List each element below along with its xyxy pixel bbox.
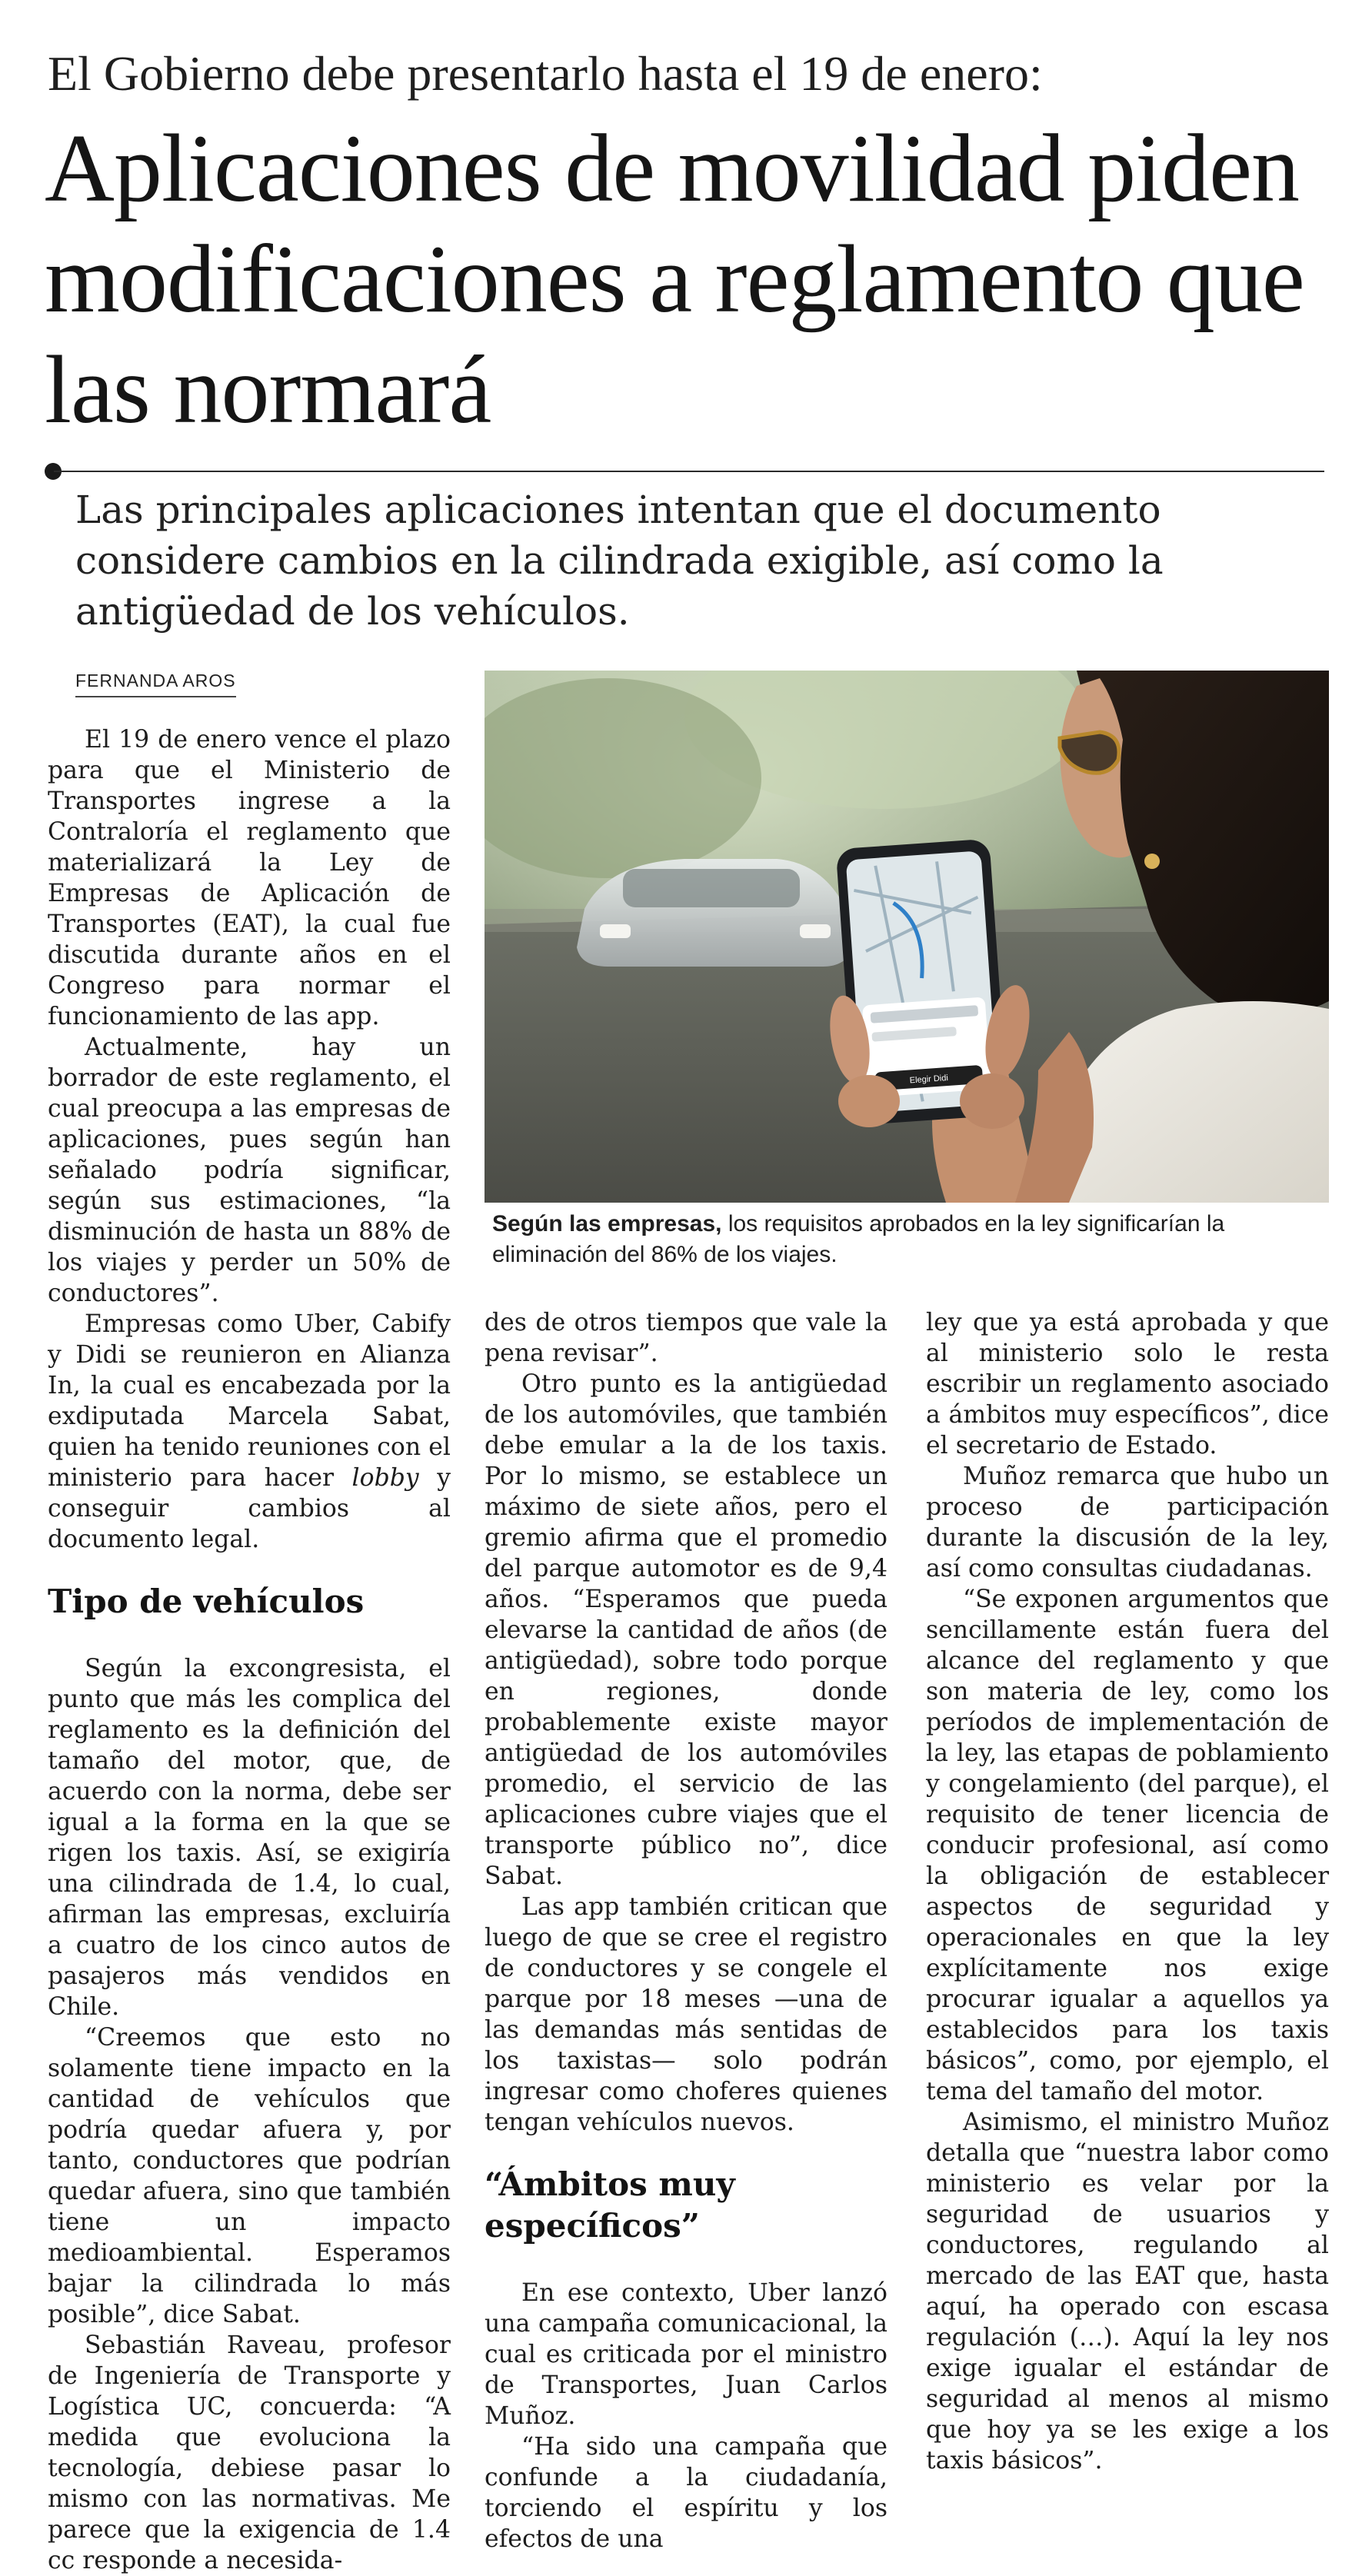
byline: FERNANDA AROS xyxy=(75,671,236,697)
paragraph: “Ha sido una campaña que confunde a la ciudadanía, torciendo el espíritu y los efectos de una xyxy=(485,2433,887,2553)
kicker: El Gobierno debe presentarlo hasta el 19 de enero: xyxy=(48,46,1043,101)
caption-lead: Según las empresas, xyxy=(492,1211,722,1236)
paragraph-emphasis: lobby xyxy=(351,1464,419,1492)
paragraph: “Se exponen argumentos que sencillamente están fuera del alcance del reglamento y que son materia de ley, como los períodos de implementación de la ley, las etapas de poblamiento y congelamiento (del parque), el requisito de tener licencia de conducir profesional, así como la obligación de establecer aspectos de seguridad y operacionales en que la ley explícitamente nos exige procurar igualar a aquellos ya establecidos para los taxis básicos”, como, por ejemplo, el tema del tamaño del motor. xyxy=(926,1586,1329,2105)
headline: Aplicaciones de movilidad piden modificaciones a reglamento que las normará xyxy=(45,115,1304,444)
paragraph: ley que ya está aprobada y que al ministerio solo le resta escribir un reglamento asociado a ámbitos muy específicos”, dice el secretario de Estado. xyxy=(926,1309,1329,1459)
paragraph-text: y conseguir cambios al documento legal. xyxy=(48,1464,451,1553)
column-1 xyxy=(48,724,451,2576)
paragraph: Muñoz remarca que hubo un proceso de participación durante la discusión de la ley, así como consultas ciudadanas. xyxy=(926,1463,1329,1583)
photo-woman-using-ride-app-icon xyxy=(485,671,1329,1203)
paragraph: En ese contexto, Uber lanzó una campaña comunicacional, la cual es criticada por el ministro de Transportes, Juan Carlos Muñoz. xyxy=(485,2279,887,2430)
paragraph: Actualmente, hay un borrador de este reglamento, el cual preocupa a las empresas de aplicaciones, pues según han señalado podría significar, según sus estimaciones, “la disminución de hasta un 88% de los viajes y perder un 50% de conductores”. xyxy=(48,1033,451,1307)
paragraph: Las app también critican que luego de que se cree el registro de conductores y se congele el parque por 18 meses —una de las demandas más sentidas de los taxistas— solo podrán ingresar como choferes quienes tengan vehículos nuevos. xyxy=(485,1893,887,2136)
deck: Las principales aplicaciones intentan que el documento considere cambios en la cilindrada exigible, así como la antigüedad de los vehículos. xyxy=(75,488,1164,634)
article-photo xyxy=(485,671,1329,1203)
paragraph-text: Empresas como Uber, Cabify y Didi se reunieron en Alianza In, la cual es encabezada por la exdiputada Marcela Sabat, quien ha tenido reuniones con el ministerio para hacer xyxy=(48,1310,451,1492)
paragraph: El 19 de enero vence el plazo para que el Ministerio de Transportes ingrese a la Contraloría el reglamento que materializará la Ley de Empresas de Aplicación de Transportes (EAT), la cual fue discutida durante años en el Congreso para normar el funcionamiento de las app. xyxy=(48,726,451,1030)
paragraph: Según la excongresista, el punto que más les complica del reglamento es la definición del tamaño del motor, que, de acuerdo con la norma, debe ser igual a la forma en la que se rigen los taxis. Así, se exigiría una cilindrada de 1.4, lo cual, afirman las empresas, excluiría a cuatro de los cinco autos de pasajeros más vendidos en Chile. xyxy=(48,1655,451,2021)
photo-caption xyxy=(492,1209,1327,1270)
deck-divider xyxy=(54,471,1324,472)
paragraph: des de otros tiempos que vale la pena revisar”. xyxy=(485,1309,887,1367)
column-3 xyxy=(926,1307,1329,2476)
paragraph xyxy=(48,1309,451,1555)
paragraph: Sebastián Raveau, profesor de Ingeniería de Transporte y Logística UC, concuerda: “A medida que evoluciona la tecnología, debiese pasar lo mismo con las normativas. Me parece que la exigencia de 1.4 cc responde a necesida- xyxy=(48,2331,451,2574)
paragraph: Otro punto es la antigüedad de los automóviles, que también debe emular a la de los taxis. Por lo mismo, se establece un máximo de siete años, pero el gremio afirma que el promedio del parque automotor es de 9,4 años. “Esperamos que pueda elevarse la cantidad de años (de antigüedad), sobre todo porque en regiones, donde probablemente existe mayor antigüedad de los automóviles promedio, el servicio de las aplicaciones cubre viajes que el transporte público no”, dice Sabat. xyxy=(485,1370,887,1890)
phone-button-label: Elegir Didi xyxy=(909,1073,949,1086)
subheading: Tipo de vehículos xyxy=(48,1583,365,1620)
subheading: “Ámbitos muy específicos” xyxy=(485,2165,735,2245)
caption-text: los requisitos aprobados en la ley significarían la eliminación del 86% de los viajes. xyxy=(492,1211,1225,1267)
paragraph: Asimismo, el ministro Muñoz detalla que “nuestra labor como ministerio es velar por la seguridad de usuarios y conductores, regulando al mercado de las EAT que, hasta aquí, ha operado con escasa regulación (…). Aquí la ley nos exige igualar el estándar de seguridad al menos al mismo que hoy ya se les exige a los taxis básicos”. xyxy=(926,2108,1329,2474)
column-2 xyxy=(485,1307,887,2554)
paragraph: “Creemos que esto no solamente tiene impacto en la cantidad de vehículos que podría quedar afuera y, por tanto, conductores que podrían quedar afuera, sino que también tiene un impacto medioambiental. Esperamos bajar la cilindrada lo más posible”, dice Sabat. xyxy=(48,2024,451,2328)
